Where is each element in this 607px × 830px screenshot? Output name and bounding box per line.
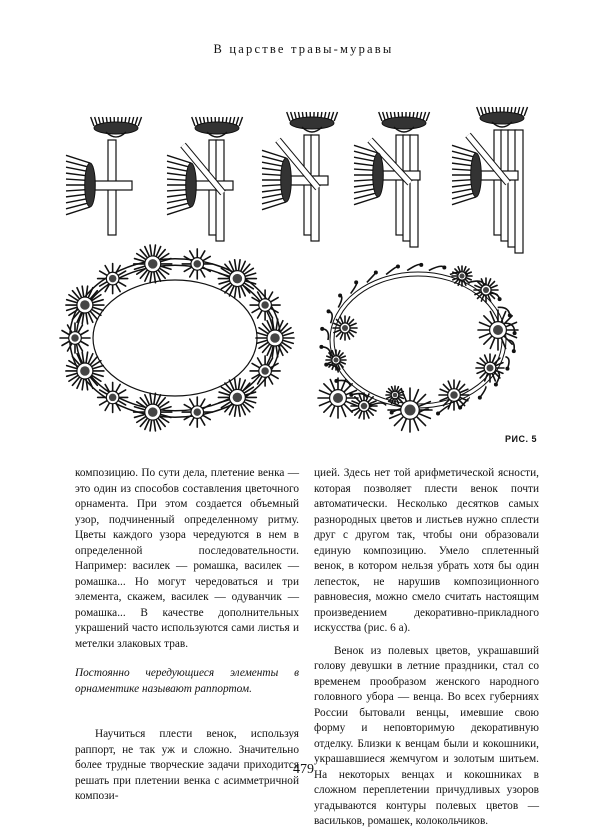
wreath-flower <box>439 380 469 410</box>
flower-head-top-4 <box>379 112 430 132</box>
wreath-flower <box>326 350 346 370</box>
figure-label: РИС. 5 <box>505 434 537 444</box>
page-number: 479 <box>0 762 607 778</box>
wreath-flower <box>474 278 498 302</box>
left-paragraph-1: композицию. По сути дела, плетение венка — это один из способов составления цветочного орнамента. При этом создается объемный узор, подчиненный определенному ритму. Цветы каждого узора чередуются в нем в определенной последовательности. Например: василек — ромашка, василек — ромашка... Но могут чередоваться и три элемента, скажем, василек — одуванчик — ромашка... В качестве дополнительных украшений часто используются сами листья и метелки злаковых трав. <box>75 466 299 652</box>
flower-head-top-2 <box>192 117 243 137</box>
flower-head-side-1 <box>66 155 95 214</box>
wreath-flower <box>478 310 518 350</box>
rapport-definition: Постоянно чередующиеся элементы в орнаментике называют раппортом. <box>75 666 299 697</box>
flower-head-top-1 <box>91 117 142 137</box>
wreath-flower <box>182 397 212 427</box>
wreath-flower <box>182 249 212 279</box>
wreath-flower <box>318 378 358 418</box>
flower-head-top-3 <box>287 112 338 132</box>
wreath-flower <box>476 354 504 382</box>
wreath-flower <box>134 245 172 283</box>
flower-head-side-4 <box>354 145 383 204</box>
flower-head-side-3 <box>262 150 291 209</box>
wreath-flower <box>452 266 472 286</box>
wreath-flower <box>134 393 172 431</box>
wreath-flower <box>386 386 404 404</box>
wreath-flower <box>333 316 357 340</box>
running-title: В царстве травы-муравы <box>0 42 607 57</box>
flower-head-top-5 <box>477 107 528 127</box>
right-paragraph-2: Венок из полевых цветов, украшавший голову девушки в летние праздники, стал со временем прообразом женского народного головного убора — венца. Во всех губерниях России бытовали венцы, имевшие свою форму и неповторимую декоративную отделку. Близки к венцам были и кокошники, украшавшиеся жемчугом и золотым шитьем. На некоторых венцах и кокошниках в сложном переплетении причудливых узоров угадываются контуры полевых цветов — васильков, ромашек, колокольчиков. <box>314 644 539 830</box>
flower-head-side-2 <box>167 155 196 214</box>
wreath-flower <box>60 323 90 353</box>
left-paragraph-2: Научиться плести венок, используя раппорт, не так уж и сложно. Значительно более трудные творческие задачи приходится решать при плетении венка с асимметричной компози- <box>75 727 299 805</box>
wreath-flower <box>351 393 377 419</box>
right-paragraph-1: цией. Здесь нет той арифметической ясности, которая позволяет плести венок почти автоматически. Несколько десятков самых разнородных цветов и листьев нужно сплести друг с другом так, чтобы они образовали единую композицию. Умело сплетенный венок, в котором нельзя убрать хотя бы один лепесток, не нарушив композиционного равновесия, можно смело считать настоящим произведением декоративно-прикладного искусства (рис. 6 а). <box>314 466 539 637</box>
left-column <box>75 466 299 805</box>
flower-head-side-5 <box>452 145 481 204</box>
